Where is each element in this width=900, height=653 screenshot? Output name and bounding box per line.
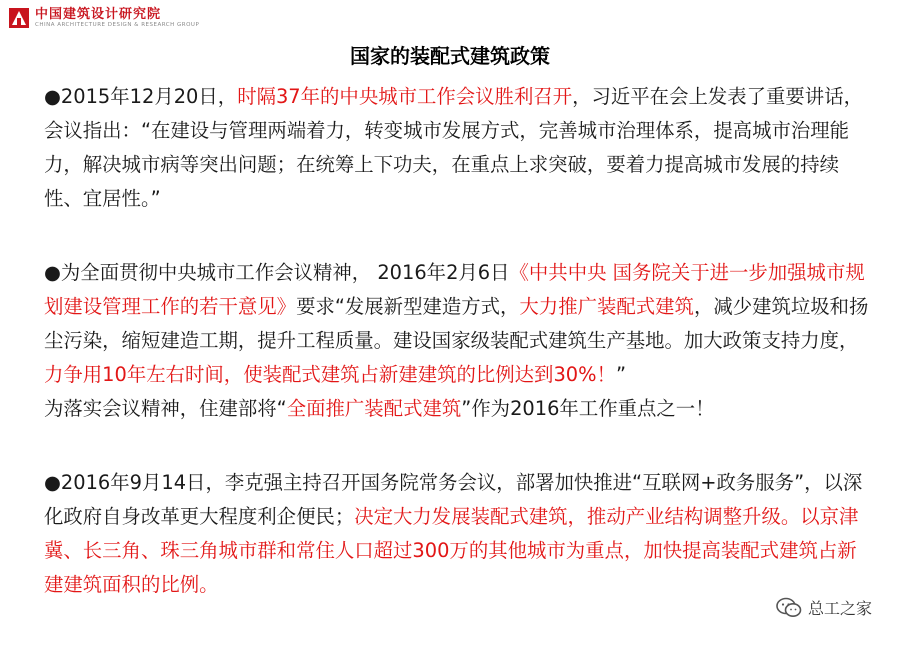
highlight-segment: 大力推广装配式建筑 xyxy=(519,295,694,318)
text-segment: ，习近平在会上发表了重要讲话，会议指出：“在建设与管理两端着力，转变城市发展方式，完善城市治理体系，提高城市治理能力，解决城市病等突出问题；在统筹上下功夫，在重点上求突破，要着力提高城市发展的持续性、宜居性。” xyxy=(44,85,863,210)
text-segment: ●2015年12月20日， xyxy=(44,85,238,108)
logo-name-en: CHINA ARCHITECTURE DESIGN & RESEARCH GROUP xyxy=(35,22,200,28)
watermark-text: 总工之家 xyxy=(807,599,872,618)
logo-text xyxy=(35,7,199,29)
logo xyxy=(8,4,199,32)
page-title: 国家的装配式建筑政策 xyxy=(350,44,550,68)
text-segment: ，减少建筑垃圾和扬尘污染，缩短建造工期，提升工程质量。建设国家级装配式建筑生产基地。加大政策支持力度， xyxy=(44,295,869,352)
watermark xyxy=(776,596,872,619)
highlight-segment: 时隔37年的中央城市工作会议胜利召开 xyxy=(237,85,573,108)
text-segment: ” xyxy=(615,363,626,386)
paragraph-central-urban-conference xyxy=(44,80,874,216)
company-logo-icon xyxy=(8,7,30,29)
logo-name-cn: 中国建筑设计研究院 xyxy=(35,7,162,22)
wechat-icon xyxy=(776,597,802,619)
policy-content xyxy=(44,80,874,602)
text-segment: 为落实会议精神，住建部将“ xyxy=(44,397,287,420)
highlight-segment: 全面推广装配式建筑 xyxy=(286,397,462,420)
text-segment: ●为全面贯彻中央城市工作会议精神， 2016年2月6日 xyxy=(44,261,510,284)
text-segment: 要求“发展新型建造方式， xyxy=(296,295,520,318)
paragraph-ministry-priority xyxy=(44,392,874,426)
paragraph-state-council-meeting xyxy=(44,466,874,602)
paragraph-gap xyxy=(44,216,874,256)
highlight-segment: 力争用10年左右时间，使装配式建筑占新建建筑的比例达到30%！ xyxy=(44,363,616,386)
text-segment: ●2016年9月14日，李克强主持召开国务院常务会议，部署加快推进“互联网+政务服务”，以深化政府自身改革更大程度利企便民； xyxy=(44,471,863,528)
highlight-segment: 决定大力发展装配式建筑，推动产业结构调整升级。以京津冀、长三角、珠三角城市群和常住人口超过300万的其他城市为重点，加快提高装配式建筑占新建建筑面积的比例。 xyxy=(44,505,859,596)
paragraph-opinions-document xyxy=(44,256,874,392)
highlight-segment: 《中共中央 国务院关于进一步加强城市规划建设管理工作的若干意见》 xyxy=(44,261,865,318)
paragraph-gap xyxy=(44,426,874,466)
text-segment: ”作为2016年工作重点之一！ xyxy=(461,397,715,420)
